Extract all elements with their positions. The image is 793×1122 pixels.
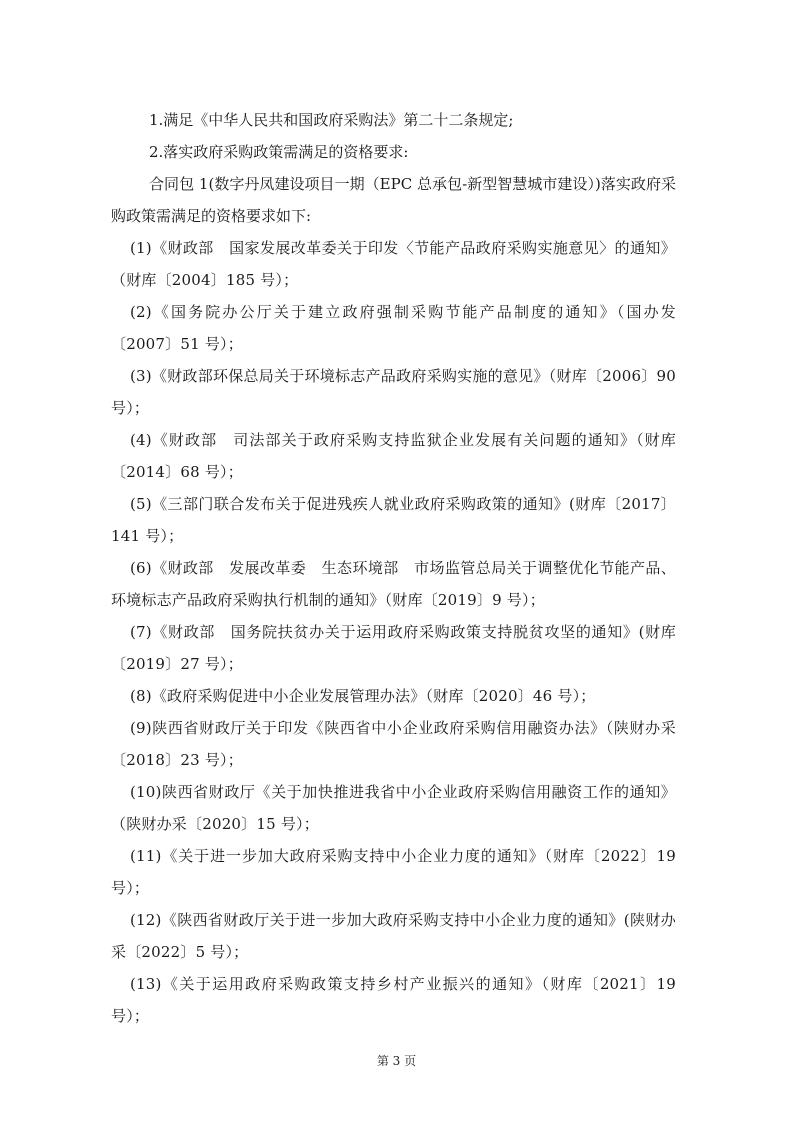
policy-item: (13)《关于运用政府采购政策支持乡村产业振兴的通知》（财库〔2021〕19号）； <box>111 975 676 1025</box>
policy-item: (6)《财政部 发展改革委 生态环境部 市场监管总局关于调整优化节能产品、环境标志产品政府采购执行机制的通知》（财库〔2019〕9 号）； <box>111 559 676 609</box>
policy-item: (5)《三部门联合发布关于促进残疾人就业政府采购政策的通知》(财库〔2017〕141 号）； <box>111 495 676 545</box>
policy-item: (4)《财政部 司法部关于政府采购支持监狱企业发展有关问题的通知》（财库〔2014〕68 号）； <box>111 431 676 481</box>
paragraph-requirement-2: 2.落实政府采购政策需满足的资格要求: <box>149 143 409 161</box>
policy-item: (10)陕西省财政厅《关于加快推进我省中小企业政府采购信用融资工作的通知》（陕财办采〔2020〕15 号）； <box>111 783 676 833</box>
page-number: 第 3 页 <box>376 1054 417 1068</box>
policy-item: (2)《国务院办公厅关于建立政府强制采购节能产品制度的通知》（国办发〔2007〕51 号）； <box>111 303 676 353</box>
policy-item: (7)《财政部 国务院扶贫办关于运用政府采购政策支持脱贫攻坚的通知》(财库〔2019〕27 号）； <box>111 623 676 673</box>
paragraph-contract-package: 合同包 1(数字丹凤建设项目一期（EPC 总承包-新型智慧城市建设）)落实政府采购政策需满足的资格要求如下: <box>111 175 676 225</box>
policy-item: (11)《关于进一步加大政府采购支持中小企业力度的通知》（财库〔2022〕19号）； <box>111 847 676 897</box>
document-body <box>111 104 676 1032</box>
policy-item: (3)《财政部环保总局关于环境标志产品政府采购实施的意见》（财库〔2006〕90 号）； <box>111 367 676 417</box>
policy-item: (1)《财政部 国家发展改革委关于印发〈节能产品政府采购实施意见〉的通知》（财库〔2004〕185 号）； <box>111 239 676 289</box>
paragraph-requirement-1: 1.满足《中华人民共和国政府采购法》第二十二条规定; <box>149 111 514 129</box>
policy-item: (8)《政府采购促进中小企业发展管理办法》（财库〔2020〕46 号）； <box>130 687 596 705</box>
policy-item: (12)《陕西省财政厅关于进一步加大政府采购支持中小企业力度的通知》(陕财办采〔2022〕5 号）； <box>111 911 676 961</box>
policy-item: (9)陕西省财政厅关于印发《陕西省中小企业政府采购信用融资办法》（陕财办采〔2018〕23 号）； <box>111 719 676 769</box>
